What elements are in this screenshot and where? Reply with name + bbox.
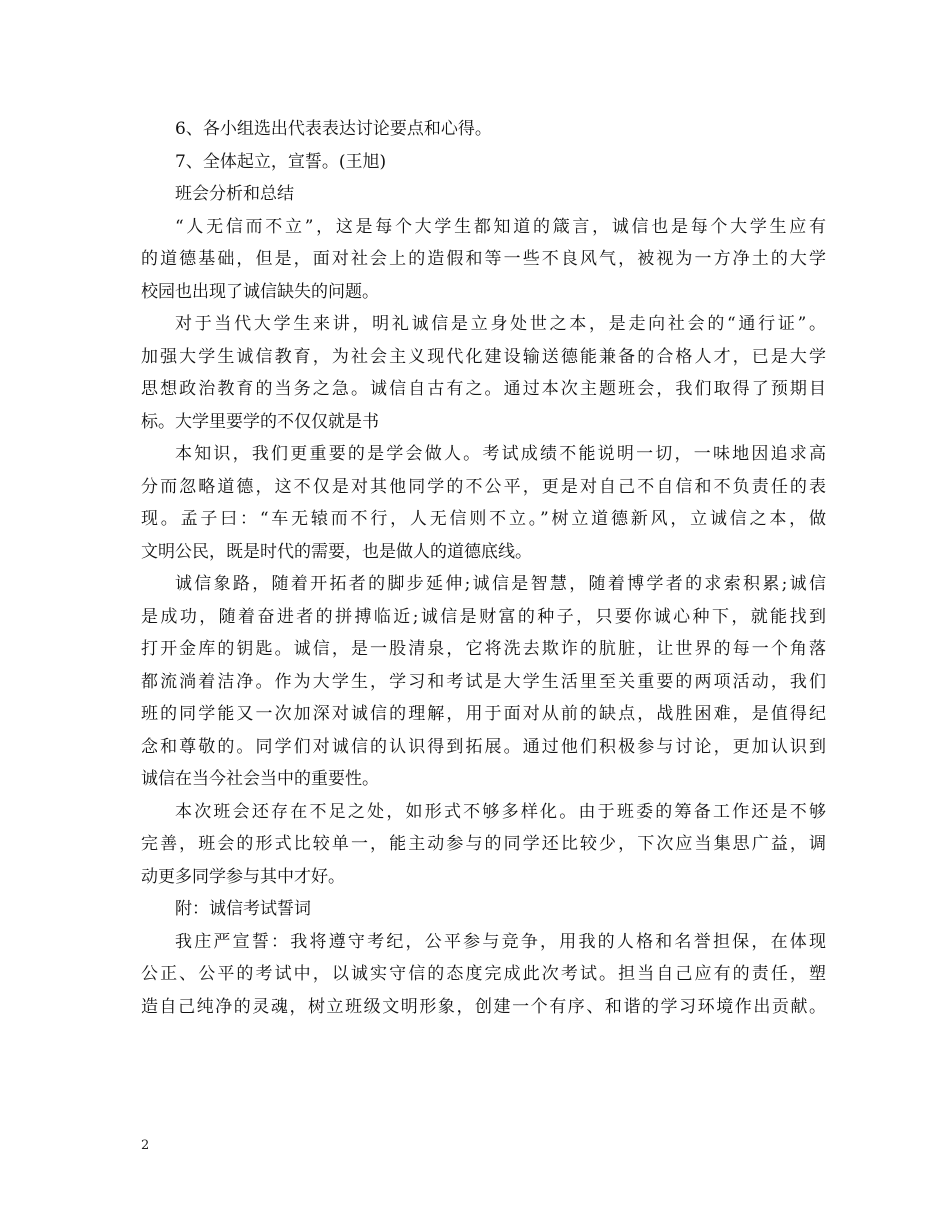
text-line: 标。大学里要学的不仅仅就是书: [141, 411, 379, 432]
text-line: 文明公民，既是时代的需要，也是做人的道德底线。: [141, 541, 532, 562]
text-line: 是成功，随着奋进者的拼搏临近;诚信是财富的种子，只要你诚心种下，就能找到: [141, 606, 826, 627]
text-line: 的道德基础，但是，面对社会上的造假和等一些不良风气，被视为一方净土的大学: [141, 249, 826, 269]
text-line: 7、全体起立，宣誓。(王旭): [175, 151, 387, 172]
text-line: 公正、公平的考试中，以诚实守信的态度完成此次考试。担当自己应有的责任，塑: [141, 964, 826, 984]
text-line: 6、各小组选出代表表达讨论要点和心得。: [175, 119, 492, 139]
text-line: 诚信在当今社会当中的重要性。: [141, 769, 379, 789]
text-line: 打开金库的钥匙。诚信，是一股清泉，它将洗去欺诈的肮脏，让世界的每一个角落: [141, 639, 826, 659]
text-line: “人无信而不立”，这是每个大学生都知道的箴言，诚信也是每个大学生应有: [175, 216, 826, 237]
page-number: 2: [141, 1138, 150, 1153]
text-line: 加强大学生诚信教育，为社会主义现代化建设输送德能兼备的合格人才，已是大学: [141, 346, 826, 367]
text-line: 班的同学能又一次加深对诚信的理解，用于面对从前的缺点，战胜困难，是值得纪: [141, 704, 826, 724]
text-line: 思想政治教育的当务之急。诚信自古有之。通过本次主题班会，我们取得了预期目: [141, 379, 826, 399]
text-line: 对于当代大学生来讲，明礼诚信是立身处世之本，是走向社会的“通行证”。: [175, 314, 826, 334]
text-line: 都流淌着洁净。作为大学生，学习和考试是大学生活里至关重要的两项活动，我们: [141, 671, 826, 692]
text-line: 动更多同学参与其中才好。: [141, 866, 345, 887]
text-line: 念和尊敬的。同学们对诚信的认识得到拓展。通过他们积极参与讨论，更加认识到: [141, 736, 826, 757]
text-line: 分而忽略道德，这不仅是对其他同学的不公平，更是对自己不自信和不负责任的表: [141, 476, 826, 497]
text-line: 校园也出现了诚信缺失的问题。: [141, 281, 379, 302]
text-line: 完善，班会的形式比较单一，能主动参与的同学还比较少，下次应当集思广益，调: [141, 834, 826, 854]
text-line: 班会分析和总结: [175, 184, 294, 204]
text-line: 造自己纯净的灵魂，树立班级文明形象，创建一个有序、和谐的学习环境作出贡献。: [141, 996, 826, 1017]
text-line: 本知识，我们更重要的是学会做人。考试成绩不能说明一切，一味地因追求高: [175, 444, 826, 464]
text-line: 附：诚信考试誓词: [175, 899, 311, 919]
text-line: 诚信象路，随着开拓者的脚步延伸;诚信是智慧，随着博学者的求索积累;诚信: [175, 574, 826, 594]
text-line: 本次班会还存在不足之处，如形式不够多样化。由于班委的筹备工作还是不够: [175, 801, 826, 822]
text-line: 我庄严宣誓：我将遵守考纪，公平参与竞争，用我的人格和名誉担保，在体现: [175, 931, 826, 952]
document-body: [141, 113, 826, 1023]
text-line: 现。孟子曰：“车无辕而不行，人无信则不立。”树立道德新风，立诚信之本，做: [141, 509, 826, 529]
